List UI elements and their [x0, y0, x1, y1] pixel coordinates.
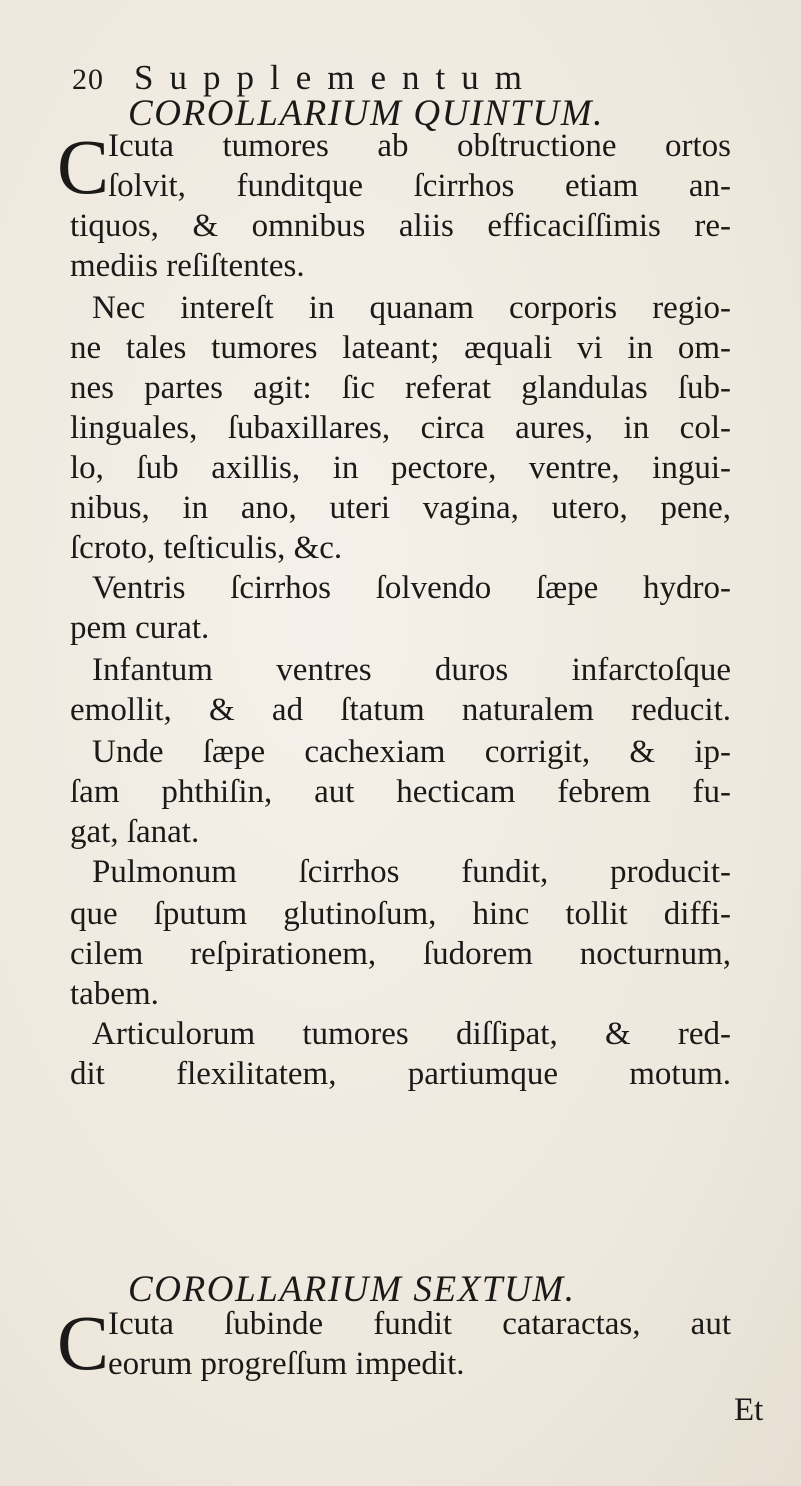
section-title-sextum: COROLLARIUM SEXTUM. — [128, 1269, 576, 1310]
text-line: que ſputum glutinoſum, hinc tollit diffi- — [70, 896, 731, 932]
text-line: emollit, & ad ſtatum naturalem reducit. — [70, 692, 731, 728]
text-line: lo, ſub axillis, in pectore, ventre, ingui- — [70, 450, 731, 486]
text-line: Icuta tumores ab obſtructione ortos — [108, 128, 731, 164]
text-line: Infantum ventres duros infarctoſque — [92, 652, 731, 688]
catchword: Et — [734, 1392, 764, 1428]
text-line: ſolvit, funditque ſcirrhos etiam an- — [108, 168, 731, 204]
text-line: ne tales tumores lateant; æquali vi in om- — [70, 330, 731, 366]
text-line: Ventris ſcirrhos ſolvendo ſæpe hydro- — [92, 570, 731, 606]
text-line: linguales, ſubaxillares, circa aures, in col- — [70, 410, 731, 446]
text-line: ſam phthiſin, aut hecticam febrem fu- — [70, 774, 731, 810]
page-number: 20 — [72, 63, 104, 96]
text-line: ſcroto, teſticulis, &c. — [70, 530, 343, 566]
text-line: Unde ſæpe cachexiam corrigit, & ip- — [92, 734, 731, 770]
text-line: nibus, in ano, uteri vagina, utero, pene, — [70, 490, 731, 526]
text-line: gat, ſanat. — [70, 814, 200, 850]
text-line: pem curat. — [70, 610, 210, 646]
text-line: eorum progreſſum impedit. — [108, 1346, 465, 1382]
text-line: nes partes agit: ſic referat glandulas ſub- — [70, 370, 731, 406]
text-line: Articulorum tumores diſſipat, & red- — [92, 1016, 731, 1052]
text-line: mediis reſiſtentes. — [70, 248, 305, 284]
running-head: Supplementum — [134, 58, 538, 97]
drop-cap-quintum: C — [57, 123, 110, 210]
section-title-quintum: COROLLARIUM QUINTUM. — [128, 93, 604, 134]
text-line: Nec intereſt in quanam corporis regio- — [92, 290, 731, 326]
text-line: Icuta ſubinde fundit cataractas, aut — [108, 1306, 731, 1342]
text-line: tabem. — [70, 976, 159, 1012]
drop-cap-sextum: C — [57, 1299, 110, 1386]
text-line: cilem reſpirationem, ſudorem nocturnum, — [70, 936, 731, 972]
text-line: dit flexilitatem, partiumque motum. — [70, 1056, 731, 1092]
text-line: tiquos, & omnibus aliis efficaciſſimis re- — [70, 208, 731, 244]
text-line: Pulmonum ſcirrhos fundit, producit- — [92, 854, 731, 890]
